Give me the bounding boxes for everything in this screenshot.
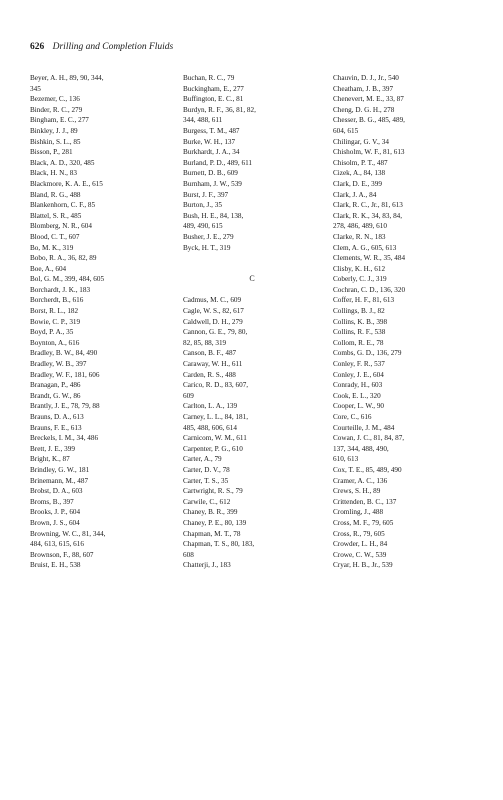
index-entry: Cooper, L. W., 90 [333,402,385,411]
index-entry: Broms, B., 397 [30,497,74,506]
index-entry: Bingham, E. C., 277 [30,116,89,125]
index-entry: Brownson, F., 88, 607 [30,550,94,559]
index-entry: Boynton, A., 616 [30,338,80,347]
index-entry: Buckingham, E., 277 [183,84,244,93]
index-entry: 489, 490, 615 [183,222,223,231]
index-entry: Conley, J. E., 604 [333,370,384,379]
index-entry: Chesser, B. G., 485, 489, [333,116,405,125]
index-entry: Cook, E. L., 320 [333,391,381,400]
index-entry: Cagle, W. S., 82, 617 [183,307,244,316]
index-entry: 608 [183,550,194,559]
index-entry: Carney, L. L., 84, 181, [183,413,249,421]
index-entry: Clark, J. A., 84 [333,190,377,199]
index-entry: Binder, R. C., 279 [30,105,83,114]
index-entry: Clarke, R. N., 183 [333,232,386,241]
index-entry: Caraway, W. H., 611 [183,360,243,369]
index-entry: Clem, A. G., 605, 613 [333,243,397,252]
index-entry: Byck, H. T., 319 [183,243,231,252]
index-entry: Bright, K., 87 [30,455,70,464]
index-entry: Carter, A., 79 [183,455,222,464]
index-entry: Chapman, M. T., 78 [183,529,241,538]
index-entry: Chisolm, P. T., 487 [333,158,388,167]
index-entry: 278, 486, 489, 610 [333,222,387,231]
index-entry: 82, 85, 88, 319 [183,338,227,347]
index-entry: Carpenter, P. G., 610 [183,444,243,453]
index-entry: Collins, R. F., 538 [333,328,386,337]
index-entry: Blattel, S. R., 485 [30,211,82,220]
index-entry: Burgess, T. M., 487 [183,126,240,135]
index-entry: Boe, A., 604 [30,264,67,273]
index-entry: Black, A. D., 320, 485 [30,158,95,167]
index-entry: Borst, R. L., 182 [30,307,79,316]
index-entry: Collings, B. J., 82 [333,307,385,316]
index-entry: 609 [183,391,194,400]
index-entry: Bowie, C. P., 319 [30,317,81,326]
index-entry: Clark, R. K., 34, 83, 84, [333,211,403,220]
index-entry: Brinemann, M., 487 [30,476,89,485]
index-entry: Browning, W. C., 81, 344, [30,529,106,538]
index-entry: Chaney, P. E., 80, 139 [183,518,247,527]
index-entry: Burdyn, R. F., 36, 81, 82, [183,105,256,114]
index-entry: Burnett, D. B., 609 [183,169,238,178]
index-entry: Bezemer, C., 136 [30,95,80,104]
index-entry: Cowan, J. C., 81, 84, 87, [333,434,405,443]
index-entry: Carden, R. S., 488 [183,370,236,379]
page-number: 626 [30,42,45,52]
index-entry: Clisby, K. H., 612 [333,264,386,273]
index-entry: Carter, D. V., 78 [183,465,230,474]
index-entry: Conley, F. R., 537 [333,360,385,369]
index-entry: Blomberg, N. R., 604 [30,222,92,231]
index-entry: Cizek, A., 84, 138 [333,169,386,178]
index-entry: Blankenhorn, C. F., 85 [30,201,96,210]
index-entry: Beyer, A. H., 89, 90, 344, [30,74,104,82]
index-entry: Carwile, C., 612 [183,497,231,506]
index-entry: Cochran, C. D., 136, 320 [333,285,406,294]
index-entry: Bobo, R. A., 36, 82, 89 [30,254,97,263]
blank-line [183,253,321,264]
index-entry: Carter, T. S., 35 [183,476,229,485]
index-entry: Cross, M. F., 79, 605 [333,518,394,527]
index-entry: Cramer, A. C., 136 [333,476,388,485]
index-entry: Courteille, J. M., 484 [333,423,395,432]
index-entry: Brindley, G. W., 181 [30,465,90,474]
index-entry: Chenevert, M. E., 33, 87 [333,95,404,104]
index-entry: Burland, P. D., 489, 611 [183,158,253,167]
page-header [30,40,470,54]
index-entry: Borchardt, J. K., 183 [30,285,91,294]
index-entry: Bradley, W. B., 397 [30,360,87,369]
index-entry: Carico, R. D., 83, 607, [183,381,249,390]
index-entry: Buffington, E. C., 81 [183,95,244,104]
blank-line [183,285,321,296]
index-entry: Crowe, C. W., 539 [333,550,387,559]
index-entry: Chilingar, G. V., 34 [333,137,389,146]
index-entry: Burke, W. H., 137 [183,137,236,146]
index-entry: 485, 488, 606, 614 [183,423,237,432]
index-entry: Busher, J. E., 279 [183,232,234,241]
index-entry: Burst, J. F., 397 [183,190,229,199]
index-entry: Clark, D. E., 399 [333,179,382,188]
index-entry: Crittenden, B. C., 137 [333,497,397,506]
index-entry: Black, H. N., 83 [30,169,77,178]
index-entry: Cox, T. E., 85, 489, 490 [333,465,402,474]
index-entry: Chaney, B. R., 399 [183,508,238,517]
section-letter: C [249,274,255,284]
index-entry: Canson, B. F., 487 [183,349,237,358]
index-entry: Carlton, L. A., 139 [183,402,238,411]
index-entry: Burton, J., 35 [183,201,222,210]
index-entry: Bo, M. K., 319 [30,243,74,252]
index-column-1 [30,73,168,571]
index-entry: Bishkin, S. L., 85 [30,137,81,146]
index-entry: Coffer, H. F., 81, 613 [333,296,395,305]
index-entry: Bradley, W. F., 181, 606 [30,370,100,379]
index-entry: Crowder, L. H., 84 [333,540,388,549]
index-entry: Bol, G. M., 399, 484, 605 [30,275,105,284]
index-entry: Bush, H. E., 84, 138, [183,211,244,220]
index-entry: Cheng, D. G. H., 278 [333,105,395,114]
index-entry: Cryar, H. B., Jr., 539 [333,561,393,570]
index-entry: Bland, R. G., 488 [30,190,81,199]
index-entry: Combs, G. D., 136, 279 [333,349,402,358]
index-entry: Conrady, H., 603 [333,381,383,390]
index-entry: Cannon, G. E., 79, 80, [183,328,248,337]
index-entry: Crews, S. H., 89 [333,487,381,496]
index-entry: Brauns, F. E., 613 [30,423,82,432]
index-entry: Chisholm, W. F., 81, 613 [333,148,405,157]
index-entry: Coberly, C. J., 319 [333,275,387,284]
index-entry: Cross, R., 79, 605 [333,529,385,538]
index-entry: Bisson, P., 281 [30,148,73,157]
index-entry: 610, 613 [333,455,359,464]
index-column-2 [183,73,321,571]
index-entry: Brooks, J. P., 604 [30,508,81,517]
index-entry: Chauvin, D. J., Jr., 540 [333,74,399,82]
index-entry: Cadmus, M. C., 609 [183,296,242,305]
index-entry: 345 [30,84,41,93]
index-entry: Brown, J. S., 604 [30,518,80,527]
index-entry: Clements, W. R., 35, 484 [333,254,406,263]
index-entry: Brauns, D. A., 613 [30,413,84,421]
index-entry: 604, 615 [333,126,359,135]
index-entry: Borcherdt, B., 616 [30,296,84,305]
index-entry: Bradley, B. W., 84, 490 [30,349,98,358]
index-entry: 344, 488, 611 [183,116,223,125]
index-entry: Bruist, E. H., 538 [30,561,81,570]
index-entry: Buchan, R. C., 79 [183,74,235,82]
index-entry: Binkley, J. J., 89 [30,126,78,135]
index-entry: Caldwell, D. H., 279 [183,317,243,326]
index-entry: Branagan, P., 486 [30,381,81,390]
index-entry: Burnham, J. W., 539 [183,179,242,188]
index-entry: Clark, R. C., Jr., 81, 613 [333,201,403,210]
index-entry: Breckels, I. M., 34, 486 [30,434,99,443]
index-entry: Carnicom, W. M., 611 [183,434,247,443]
index-entry: Collom, R. E., 78 [333,338,384,347]
index-entry: 484, 613, 615, 616 [30,540,84,549]
index-entry: Collins, K. B., 398 [333,317,388,326]
running-title: Drilling and Completion Fluids [52,42,174,52]
index-entry: Core, C., 616 [333,413,372,421]
index-entry: Brett, J. E., 399 [30,444,75,453]
index-entry: Chatterji, J., 183 [183,561,231,570]
index-column-3 [333,73,471,571]
index-entry: Brobst, D. A., 603 [30,487,83,496]
index-entry: Burkhardt, J. A., 34 [183,148,240,157]
index-entry: Boyd, P. A., 35 [30,328,74,337]
index-entry: Brandt, G. W., 86 [30,391,81,400]
blank-line [183,264,321,275]
index-entry: Blood, C. T., 607 [30,232,80,241]
index-entry: Cheatham, J. B., 397 [333,84,394,93]
index-entry: 137, 344, 488, 490, [333,444,389,453]
index-entry: Chapman, T. S., 80, 183, [183,540,255,549]
index-entry: Brantly, J. E., 78, 79, 88 [30,402,100,411]
index-entry: Cromling, J., 488 [333,508,384,517]
index-entry: Blackmore, K. A. E., 615 [30,179,103,188]
index-entry: Cartwright, R. S., 79 [183,487,243,496]
